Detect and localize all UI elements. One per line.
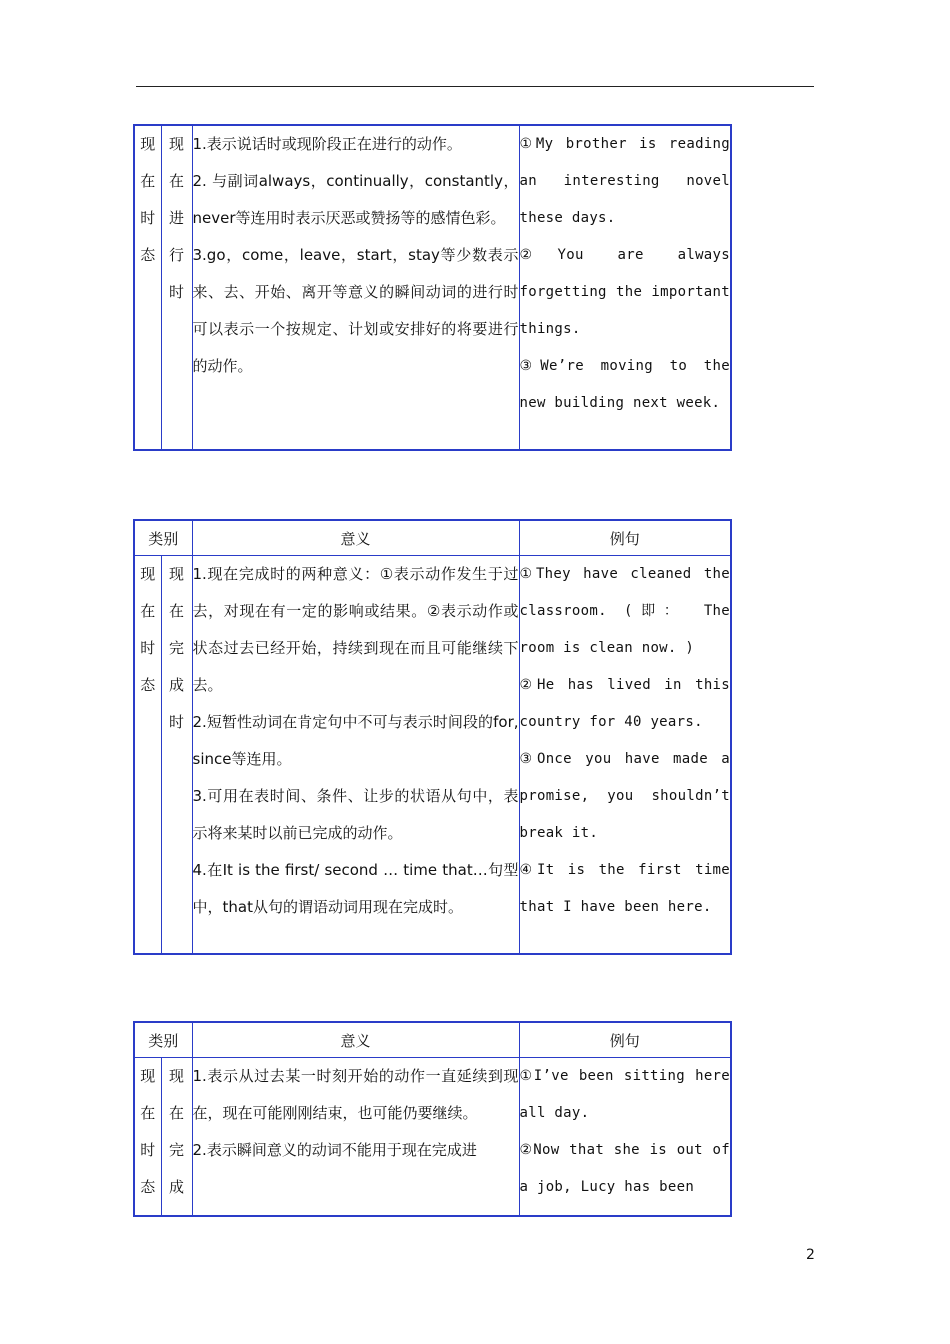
meaning-item: 4.在It is the first/ second … time that…句型中，that从句的谓语动词用现在完成时。	[192, 861, 519, 916]
meaning-item: 2.表示瞬间意义的动词不能用于现在完成进	[192, 1141, 477, 1159]
header-category: 类别	[134, 1022, 192, 1058]
meaning-item: 2. 与副词always，continually，constantly，never等连用时表示厌恶或赞扬等的感情色彩。	[192, 172, 519, 227]
table-row	[134, 1058, 731, 1216]
meaning-cell	[192, 556, 519, 954]
example-sentence: ②Now that she is out of a job, Lucy has been	[519, 1142, 731, 1195]
subcategory-cell: 现 在 进 行 时	[161, 125, 192, 450]
example-sentence: ①I’ve been sitting here all day.	[519, 1068, 731, 1121]
example-sentence: ①My brother is reading an interesting novel these days.	[519, 136, 730, 226]
example-sentence: ④It is the first time that I have been here.	[519, 862, 731, 915]
meaning-item: 1.现在完成时的两种意义：①表示动作发生于过去，对现在有一定的影响或结果。②表示动作或状态过去已经开始，持续到现在而且可能继续下去。	[192, 565, 519, 694]
tense-table-present-perfect-continuous	[133, 1021, 732, 1217]
table-header-row	[134, 520, 731, 556]
header-meaning: 意义	[192, 1022, 519, 1058]
meaning-cell	[192, 1058, 519, 1216]
example-cell	[519, 1058, 731, 1216]
example-sentence: ②He has lived in this country for 40 years.	[519, 677, 731, 730]
example-cell	[519, 125, 731, 450]
category-cell: 现 在 时 态	[134, 556, 161, 954]
tense-table-present-perfect	[133, 519, 732, 955]
example-cell	[519, 556, 731, 954]
meaning-item: 2.短暂性动词在肯定句中不可与表示时间段的for, since等连用。	[192, 713, 519, 768]
example-sentence: ③Once you have made a promise, you shouldn’t break it.	[519, 751, 731, 841]
meaning-item: 1.表示说话时或现阶段正在进行的动作。	[192, 135, 462, 153]
example-sentence: ②You are always forgetting the important things.	[519, 247, 730, 337]
tense-table-present-continuous	[133, 124, 732, 451]
header-example: 例句	[519, 520, 731, 556]
example-sentence: ①They have cleaned the classroom. (即： The room is clean now. )	[519, 566, 731, 656]
header-category: 类别	[134, 520, 192, 556]
subcategory-cell: 现 在 完 成	[161, 1058, 192, 1216]
meaning-item: 1.表示从过去某一时刻开始的动作一直延续到现在，现在可能刚刚结束，也可能仍要继续。	[192, 1067, 519, 1122]
meaning-item: 3.可用在表时间、条件、让步的状语从句中，表示将来某时以前已完成的动作。	[192, 787, 519, 842]
header-example: 例句	[519, 1022, 731, 1058]
example-sentence: ③We’re moving to the new building next week.	[519, 358, 730, 411]
table-row	[134, 125, 731, 450]
page-number: 2	[806, 1247, 815, 1263]
category-cell: 现 在 时 态	[134, 125, 161, 450]
table-header-row	[134, 1022, 731, 1058]
table-row	[134, 556, 731, 954]
header-rule	[136, 86, 814, 87]
header-meaning: 意义	[192, 520, 519, 556]
category-cell: 现 在 时 态	[134, 1058, 161, 1216]
meaning-item: 3.go，come，leave，start，stay等少数表示来、去、开始、离开等意义的瞬间动词的进行时可以表示一个按规定、计划或安排好的将要进行的动作。	[192, 246, 519, 375]
meaning-cell	[192, 125, 519, 450]
subcategory-cell: 现 在 完 成 时	[161, 556, 192, 954]
